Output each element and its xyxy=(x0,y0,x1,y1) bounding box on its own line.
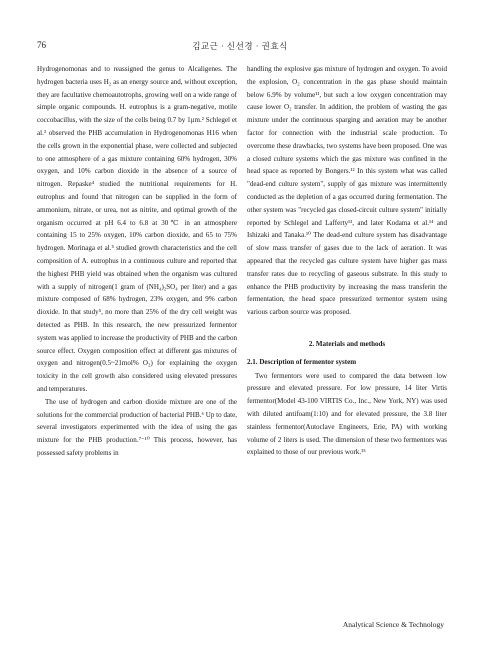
body-paragraph: Hydrogenomonas and to reassigned the genus to Alcaligenes. The hydrogen bacteria uses H₂ as an energy source and, without exception, they are facultative chemoautotrophs, growing well on a wide range of simple organic compounds. H. eutrophus is a gram-negative, motile coccobacillus, with the size of the cells being 0.7 by 1μm.² Schlegel et al.³ observed the PHB accumulation in Hydrogenomonas H16 when the cells grown in the exponential phase, were collected and subjected to one atmosphere of a gas mixture containing 60% hydrogen, 30% oxygen, and 10% carbon dioxide in the absence of a source of nitrogen. Repaske⁴ studied the nutritional requirements for H. eutrophus and found that nitrogen can be supplied in the form of ammonium, nitrate, or urea, not as nitrite, and optimal growth of the organism occurred at pH 6.4 to 6.8 at 30℃ in an atmosphere containing 15 to 25% oxygen, 10% carbon dioxide, and 65 to 75% hydrogen. Morinaga et al.⁵ studied growth characteristics and the cell composition of A. eutrophus in a continuous culture and reported that the highest PHB yield was obtained when the organism was cultured with a supply of nitrogen(1 gram of (NH₄)₂SO₄ per liter) and a gas mixture composed of 68% hydrogen, 23% oxygen, and 9% carbon dioxide. In that study⁵, no more than 25% of the dry cell weight was detected as PHB. In this research, the new pressurized fermentor system was applied to increase the productivity of PHB and the carbon source effect. Oxygen composition effect at different gas mixtures of oxygen and nitrogen(0.5~21mol% O₂) for explaining the oxygen toxicity in the cell growth also considered using elevated pressures and temperatures. xyxy=(37,65,237,393)
page-number: 76 xyxy=(37,40,46,50)
running-title: 김교근 · 신선경 · 권효식 xyxy=(192,41,288,51)
running-header xyxy=(0,40,480,54)
body-paragraph: Two fermentors were used to compared the data between low pressure and elevated pressure. For low pressure, 14 liter Virtis fermentor(Model 43-100 VIRTIS Co., Inc., New York, NY) was used with diluted antifoam(1:10) and for elevated pressure, the 3.8 liter stainless fermentor(Autoclave Engineers, Erie, PA) with working volume of 2 liters is used. The dimension of these two fermentors was explained to those of our previous work.¹⁵ xyxy=(247,371,447,457)
subsection-heading: 2.1. Description of fermentor system xyxy=(247,357,357,366)
section-heading: 2. Materials and methods xyxy=(308,339,386,348)
right-column xyxy=(247,63,447,459)
left-column xyxy=(37,63,237,460)
body-paragraph: The use of hydrogen and carbon dioxide mixture are one of the solutions for the commercial production of bacterial PHB.⁶ Up to date, several investigators experimented with the idea of using the gas mixture for the PHB production.⁷⁻¹⁰ This process, however, has possessed safety problems in xyxy=(37,397,237,457)
body-paragraph: handling the explosive gas mixture of hydrogen and oxygen. To avoid the explosion, O₂ concentration in the gas phase should maintain below 6.9% by volume¹¹, but such a low oxygen concentration may cause lower O₂ transfer. In addition, the problem of wasting the gas mixture under the continuous sparging and aeration may be another factor for connection with the industrial scale production. To overcome these drawbacks, two systems have been proposed. One was a closed culture systems which the gas mixture was confined in the head space as reported by Bongers.¹² In this system what was called "dead-end culture system", supply of gas mixture was intermittently conducted as the depletion of a gas occurred during fermentation. The other system was "recycled gas closed-circuit culture system" initially reported by Schlegel and Lafferty¹³, and later Kodama et al.¹⁴ and Ishizaki and Tanaka.¹⁰ The dead-end culture system has disadvantage of slow mass transfer of gases due to the lack of aeration. It was appeared that the recycled gas culture system have higher gas mass transfer rates due to recycling of gaseous substrate. In this study to enhance the PHB productivity by increasing the mass transferin the fermentation, the head space pressurized termentor system using various carbon source was proposed. xyxy=(247,65,447,317)
journal-footer: Analytical Science & Technology xyxy=(342,620,444,629)
spacer xyxy=(247,319,447,330)
